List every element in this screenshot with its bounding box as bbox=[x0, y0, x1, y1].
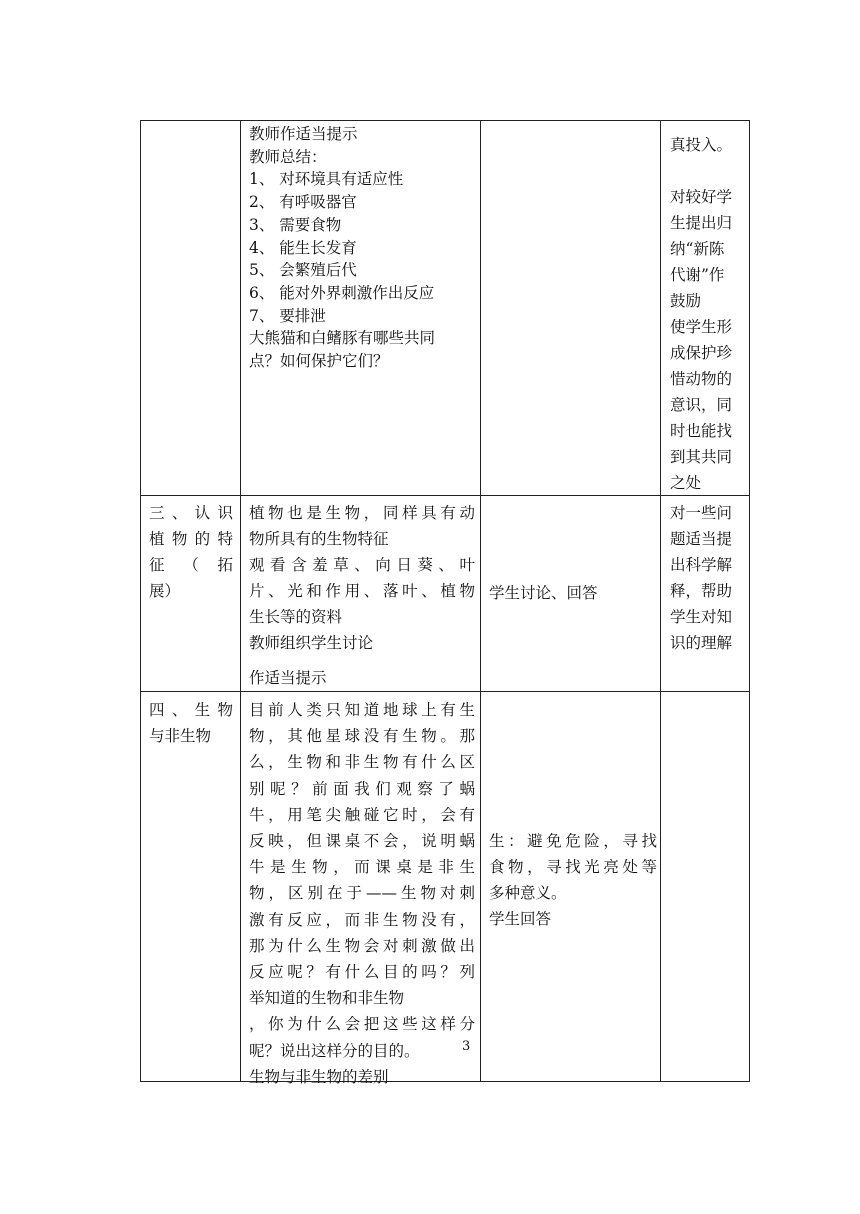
text-line: 鼓励 bbox=[670, 292, 702, 310]
text-line: 出科学解 bbox=[670, 556, 733, 574]
column-divider bbox=[660, 121, 661, 1081]
text-line: 之处 bbox=[670, 474, 702, 492]
text-line: 6、 能对外界刺激作出反应 bbox=[249, 283, 435, 302]
student-activity-cell bbox=[489, 582, 657, 605]
teacher-activity-cell bbox=[249, 697, 475, 1090]
text-line: 3、 需要食物 bbox=[249, 215, 342, 234]
text-line: 题适当提 bbox=[670, 530, 733, 548]
text-line: 7、 要排泄 bbox=[249, 306, 326, 325]
text-line: 教师组织学生讨论 bbox=[249, 634, 374, 652]
text-line: 惜动物的 bbox=[670, 370, 733, 388]
text-line: 植物也是生物，同样具有动 bbox=[249, 504, 475, 522]
text-line: 1、 对环境具有适应性 bbox=[249, 170, 404, 189]
page-number: 3 bbox=[462, 1039, 471, 1054]
text-line: 激有反应，而非生物没有， bbox=[249, 910, 475, 929]
text-line: 释，帮助 bbox=[670, 582, 733, 600]
text-line: 反映，但课桌不会，说明蜗 bbox=[249, 832, 475, 851]
text-line: 么，生物和非生物有什么区 bbox=[249, 753, 475, 772]
stage-cell bbox=[149, 697, 233, 749]
text-line: 生提出归 bbox=[670, 214, 733, 232]
text-line: 成保护珍 bbox=[670, 344, 733, 362]
text-line: 到其共同 bbox=[670, 448, 733, 466]
text-line: 4、 能生长发育 bbox=[249, 238, 357, 257]
text-line: 食物，寻找光亮处等 bbox=[489, 858, 657, 876]
stage-cell bbox=[149, 500, 233, 604]
text-line: 作适当提示 bbox=[249, 669, 327, 687]
text-line: 纳“新陈 bbox=[670, 240, 725, 258]
text-line: ，你为什么会把这些这样分 bbox=[249, 1015, 475, 1034]
blank-line bbox=[670, 158, 746, 184]
text-line: 时也能找 bbox=[670, 422, 733, 440]
teacher-activity-cell bbox=[249, 123, 481, 373]
text-line: 物，区别在于——生物对刺 bbox=[249, 884, 475, 903]
row-divider bbox=[141, 691, 749, 692]
text-line: 观看含羞草、向日葵、叶 bbox=[249, 556, 475, 574]
text-line: 举知道的生物和非生物 bbox=[249, 989, 405, 1008]
teacher-activity-cell bbox=[249, 500, 475, 691]
stage-title-line: 与非生物 bbox=[149, 727, 212, 745]
text-line: 真投入。 bbox=[670, 136, 733, 154]
text-line: 2、 有呼吸器官 bbox=[249, 193, 357, 212]
text-line: 片、光和作用、落叶、植物 bbox=[249, 582, 475, 600]
text-line: 生长等的资料 bbox=[249, 608, 343, 626]
text-line: 学生回答 bbox=[489, 910, 552, 928]
text-line: 目前人类只知道地球上有生 bbox=[249, 701, 475, 719]
stage-title-line: 四、生物 bbox=[149, 701, 233, 719]
text-line: 识的理解 bbox=[670, 634, 733, 652]
stage-title-line: 征 （ 拓 bbox=[149, 556, 233, 574]
column-divider bbox=[240, 121, 241, 1081]
stage-title-line: 展） bbox=[149, 582, 181, 600]
text-line: 意识，同 bbox=[670, 396, 733, 414]
text-line: 反应呢？有什么目的吗？列 bbox=[249, 963, 475, 982]
text-line: 物，其他星球没有生物。那 bbox=[249, 727, 475, 746]
text-line: 教师总结： bbox=[249, 147, 327, 166]
student-activity-cell bbox=[489, 828, 657, 932]
text-line: 牛是生物，而课桌是非生 bbox=[249, 858, 475, 877]
stage-title-line: 三、认识 bbox=[149, 504, 233, 522]
text-line: 学生讨论、回答 bbox=[489, 584, 598, 602]
text-line: 使学生形 bbox=[670, 318, 733, 336]
text-line: 生：避免危险，寻找 bbox=[489, 832, 657, 850]
lesson-plan-table bbox=[140, 120, 750, 1086]
stage-title-line: 植物的特 bbox=[149, 530, 233, 548]
text-line: 呢？说出这样分的目的。 bbox=[249, 1041, 420, 1060]
text-line: 生物与非生物的差别 bbox=[249, 1067, 389, 1086]
text-line: 学生对知 bbox=[670, 608, 733, 626]
text-line: 对一些问 bbox=[670, 504, 733, 522]
design-intent-cell bbox=[670, 500, 746, 656]
row-divider bbox=[141, 495, 749, 496]
text-line: 牛，用笔尖触碰它时，会有 bbox=[249, 805, 475, 824]
text-line: 别呢？前面我们观察了蜗 bbox=[249, 779, 475, 798]
text-line: 多种意义。 bbox=[489, 884, 567, 902]
design-intent-cell bbox=[670, 132, 746, 496]
text-line: 教师作适当提示 bbox=[249, 125, 358, 143]
text-line: 物所具有的生物特征 bbox=[249, 530, 389, 548]
text-line: 那为什么生物会对刺激做出 bbox=[249, 936, 475, 955]
text-line: 对较好学 bbox=[670, 188, 733, 206]
text-line: 大熊猫和白鳍豚有哪些共同 bbox=[249, 329, 436, 348]
text-line: 5、 会繁殖后代 bbox=[249, 261, 357, 280]
text-line: 点？如何保护它们？ bbox=[249, 352, 389, 371]
text-line: 代谢”作 bbox=[670, 266, 725, 284]
